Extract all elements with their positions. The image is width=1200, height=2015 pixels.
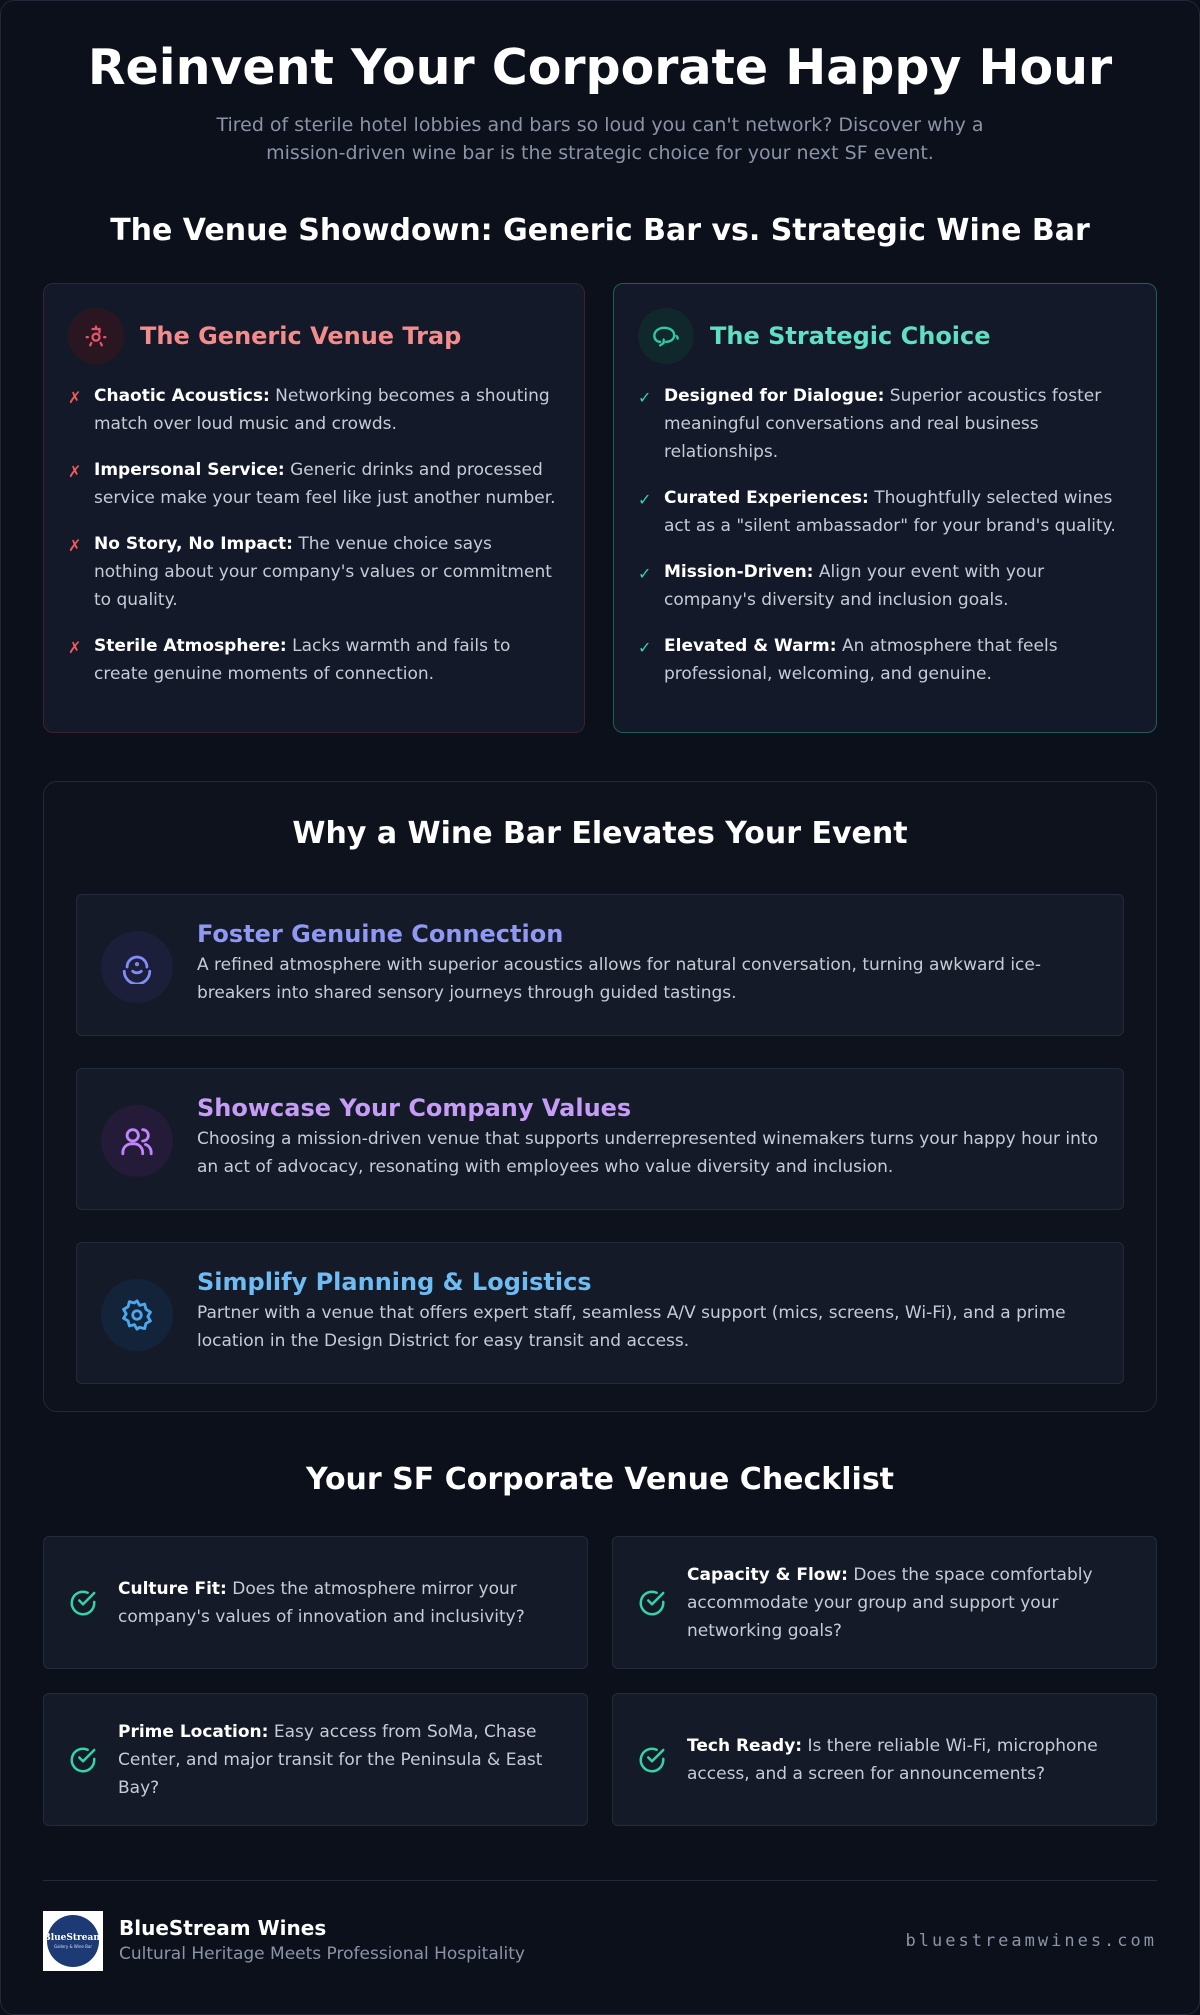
checklist-item: [43, 1536, 588, 1669]
point-text: The venue choice says nothing about your company's values or commitment to quality.: [94, 534, 552, 610]
strategic-point: [638, 484, 1132, 540]
check-circle-icon: [637, 1745, 667, 1775]
feature-title: Showcase Your Company Values: [197, 1094, 632, 1122]
generic-point: [68, 456, 560, 512]
point-text: An atmosphere that feels professional, welcoming, and genuine.: [664, 636, 1058, 684]
point-label: No Story, No Impact:: [94, 534, 293, 554]
checklist-item: [612, 1693, 1157, 1826]
brand-name: BlueStream Wines: [119, 1916, 327, 1940]
feature-values: [76, 1068, 1124, 1210]
point-label: Mission-Driven:: [664, 562, 814, 582]
strategic-point: [638, 632, 1132, 688]
comparison: [43, 283, 1157, 733]
point-label: Designed for Dialogue:: [664, 386, 885, 406]
checklist-item: [612, 1536, 1157, 1669]
point-text: Superior acoustics foster meaningful conversations and real business relationships.: [664, 386, 1102, 462]
feature-title: Simplify Planning & Logistics: [197, 1268, 592, 1296]
feature-planning: [76, 1242, 1124, 1384]
checklist-text: Easy access from SoMa, Chase Center, and major transit for the Peninsula & East Bay?: [118, 1721, 543, 1798]
generic-point: [68, 530, 560, 614]
generic-venue-title: The Generic Venue Trap: [140, 322, 462, 350]
point-label: Sterile Atmosphere:: [94, 636, 287, 656]
check-icon: ✓: [638, 564, 652, 583]
check-icon: ✓: [638, 388, 652, 407]
why-section: [43, 781, 1157, 1412]
point-label: Elevated & Warm:: [664, 636, 837, 656]
check-icon: ✓: [638, 638, 652, 657]
checklist-text: Is there reliable Wi-Fi, microphone access, and a screen for announcements?: [687, 1735, 1098, 1784]
brand-logo: [43, 1911, 103, 1971]
generic-venue-card: [43, 283, 585, 733]
strategic-point: [638, 382, 1132, 466]
checklist-label: Tech Ready:: [687, 1735, 803, 1756]
checklist-label: Prime Location:: [118, 1721, 269, 1742]
strategic-choice-header: [638, 308, 1132, 364]
check-icon: ✓: [638, 490, 652, 509]
strategic-choice-card: [613, 283, 1157, 733]
generic-venue-header: [68, 308, 560, 364]
speaker-alert-icon: [68, 308, 124, 364]
cross-icon: ✗: [68, 388, 82, 407]
logo-name: BlueStream: [43, 1933, 103, 1943]
point-text: Thoughtfully selected wines act as a "silent ambassador" for your brand's quality.: [664, 488, 1116, 536]
cross-icon: ✗: [68, 462, 82, 481]
point-text: Networking becomes a shouting match over loud music and crowds.: [94, 386, 550, 434]
generic-point: [68, 382, 560, 438]
point-label: Impersonal Service:: [94, 460, 285, 480]
checklist-title: Your SF Corporate Venue Checklist: [305, 1462, 895, 1497]
generic-point: [68, 632, 560, 688]
strategic-point: [638, 558, 1132, 614]
checklist-label: Capacity & Flow:: [687, 1564, 848, 1585]
face-smile-icon: [101, 931, 173, 1003]
feature-text: Partner with a venue that offers expert staff, seamless A/V support (mics, screens, Wi-Fi), and a prime location in the Design District for easy transit and access.: [197, 1303, 1066, 1351]
checklist-item: [43, 1693, 588, 1826]
checklist-label: Culture Fit:: [118, 1578, 227, 1599]
point-text: Lacks warmth and fails to create genuine moments of connection.: [94, 636, 511, 684]
check-circle-icon: [637, 1588, 667, 1618]
brand: [43, 1911, 525, 1971]
cross-icon: ✗: [68, 536, 82, 555]
cross-icon: ✗: [68, 638, 82, 657]
point-label: Curated Experiences:: [664, 488, 869, 508]
users-icon: [101, 1105, 173, 1177]
page-subtitle: Tired of sterile hotel lobbies and bars so loud you can't network? Discover why a mission-driven wine bar is the strategic choice for your next SF event.: [216, 114, 984, 164]
page-title: Reinvent Your Corporate Happy Hour: [87, 39, 1113, 96]
checklist-text: Does the space comfortably accommodate your group and support your networking goals?: [687, 1564, 1093, 1641]
footer: [43, 1880, 1157, 1971]
checklist-text: Does the atmosphere mirror your company's values of innovation and inclusivity?: [118, 1578, 525, 1627]
logo-tag: Gallery & Wine Bar: [54, 1944, 92, 1949]
strategic-choice-title: The Strategic Choice: [710, 322, 991, 350]
feature-text: A refined atmosphere with superior acoustics allows for natural conversation, turning awkward ice-breakers into shared sensory journeys through guided tastings.: [197, 955, 1041, 1003]
feature-text: Choosing a mission-driven venue that supports underrepresented winemakers turns your happy hour into an act of advocacy, resonating with employees who value diversity and inclusion.: [197, 1129, 1098, 1177]
gear-icon: [101, 1279, 173, 1351]
check-circle-icon: [68, 1745, 98, 1775]
logo-badge: [43, 1915, 103, 1967]
why-title: Why a Wine Bar Elevates Your Event: [292, 816, 908, 851]
brand-tagline: Cultural Heritage Meets Professional Hospitality: [119, 1944, 525, 1964]
checklist: [43, 1536, 1157, 1826]
point-label: Chaotic Acoustics:: [94, 386, 270, 406]
chat-bubble-icon: [638, 308, 694, 364]
point-text: Generic drinks and processed service make your team feel like just another number.: [94, 460, 556, 508]
feature-connection: [76, 894, 1124, 1036]
point-text: Align your event with your company's diversity and inclusion goals.: [664, 562, 1045, 610]
feature-title: Foster Genuine Connection: [197, 920, 564, 948]
website-link[interactable]: bluestreamwines.com: [905, 1931, 1157, 1951]
showdown-title: The Venue Showdown: Generic Bar vs. Strategic Wine Bar: [110, 213, 1090, 248]
check-circle-icon: [68, 1588, 98, 1618]
